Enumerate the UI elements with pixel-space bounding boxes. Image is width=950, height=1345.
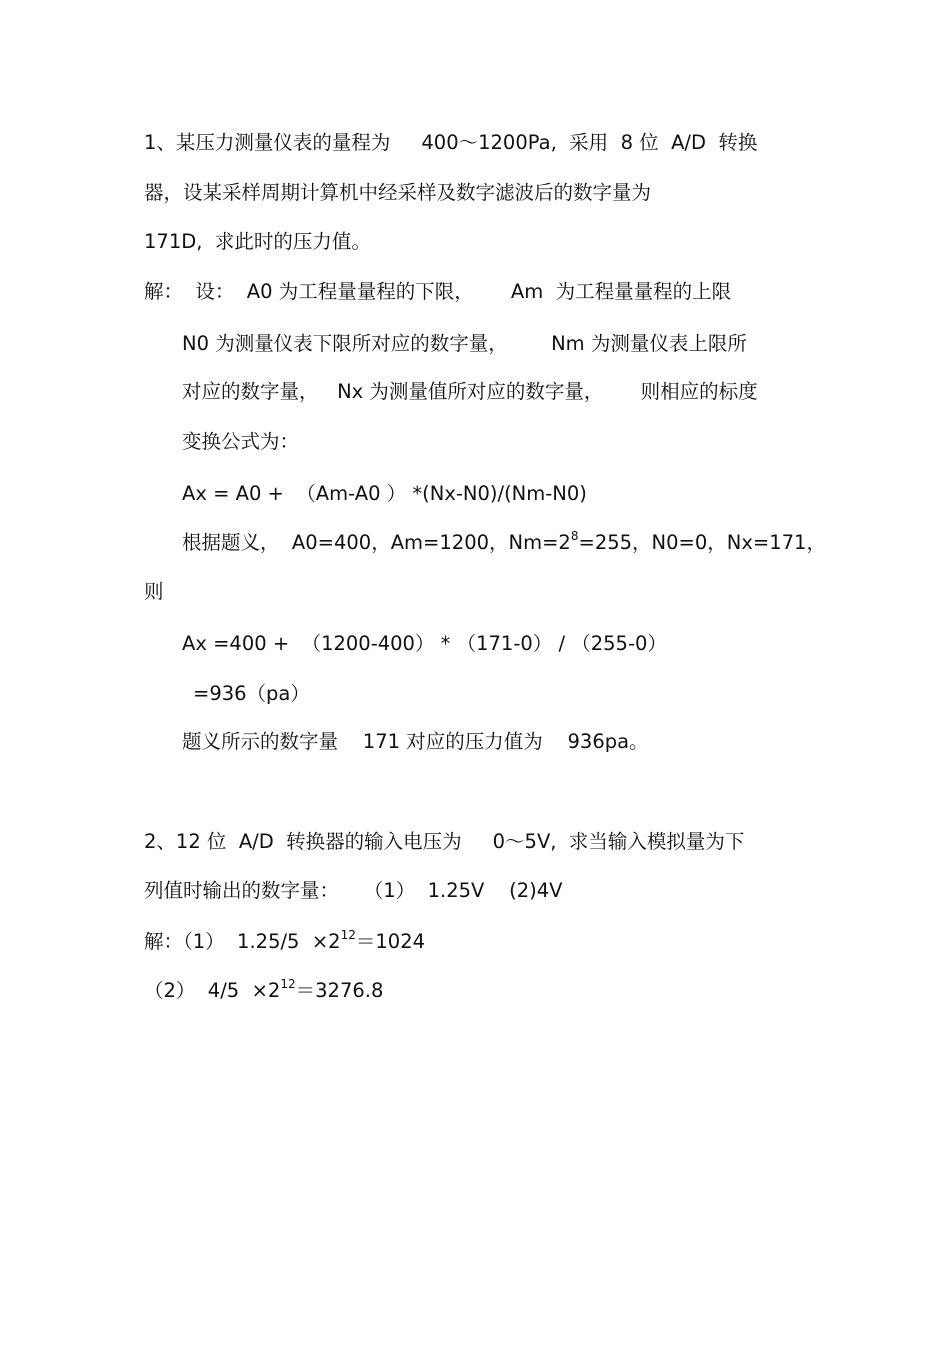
problem2-solution-1 — [144, 929, 425, 955]
problem2-solution-2 — [144, 978, 383, 1004]
sol2-prefix: （2） 4/5 ×2 — [144, 979, 281, 1002]
problem1-question-line-2: 器，设某采样周期计算机中经采样及数字滤波后的数字量为 — [144, 181, 652, 204]
problem1-conclusion: 题义所示的数字量 171 对应的压力值为 936pa。 — [182, 730, 649, 753]
problem1-definition-line-3: 变换公式为： — [182, 430, 300, 453]
problem1-solution-intro: 解： 设： A0 为工程量量程的下限， Am 为工程量量程的上限 — [144, 280, 732, 303]
problem1-question-line-1: 1、某压力测量仪表的量程为 400～1200Pa, 采用 8 位 A/D 转换 — [144, 131, 758, 154]
sol1-exponent: 12 — [340, 928, 356, 942]
sol2-suffix: ＝3276.8 — [295, 979, 384, 1002]
problem1-given-values — [182, 530, 826, 556]
problem1-calc-line-1: Ax =400 + （1200-400） * （171-0） / （255-0） — [182, 632, 667, 655]
problem1-formula: Ax = A0 + （Am-A0 ） *(Nx-N0)/(Nm-N0) — [182, 482, 587, 505]
problem2-question-line-2: 列值时输出的数字量： （1） 1.25V (2)4V — [144, 879, 563, 902]
sol1-suffix: ＝1024 — [355, 930, 426, 953]
problem2-question-line-1: 2、12 位 A/D 转换器的输入电压为 0～5V, 求当输入模拟量为下 — [144, 830, 745, 853]
sol2-exponent: 12 — [280, 977, 296, 991]
problem1-given-continuation: 则 — [144, 580, 164, 603]
given-exponent: 8 — [570, 529, 579, 543]
sol1-prefix: 解：（1） 1.25/5 ×2 — [144, 930, 341, 953]
given-suffix: =255，N0=0，Nx=171， — [578, 531, 826, 554]
problem1-question-line-3: 171D, 求此时的压力值。 — [144, 230, 371, 253]
problem1-definition-line-2: 对应的数字量， Nx 为测量值所对应的数字量， 则相应的标度 — [182, 380, 758, 403]
problem1-definition-line-1: N0 为测量仪表下限所对应的数字量， Nm 为测量仪表上限所 — [182, 332, 747, 355]
given-prefix: 根据题义， A0=400，Am=1200，Nm=2 — [182, 531, 571, 554]
problem1-calc-line-2: =936（pa） — [193, 682, 310, 705]
